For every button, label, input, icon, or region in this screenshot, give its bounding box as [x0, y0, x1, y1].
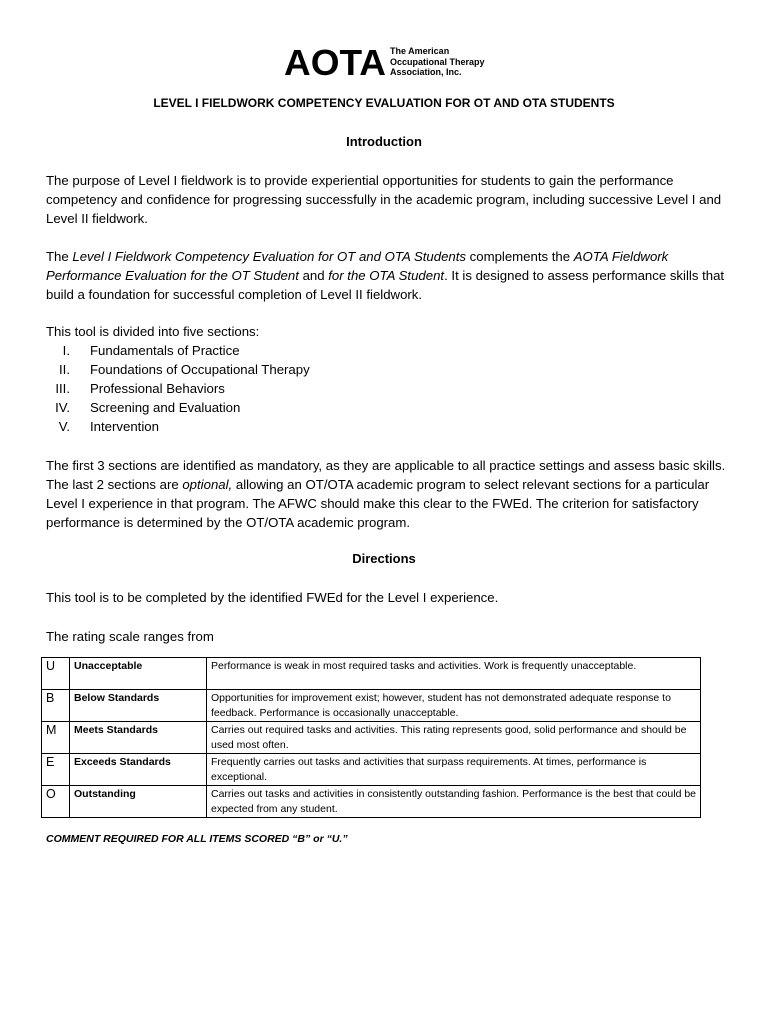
table-row [42, 786, 701, 818]
list-item-number: III. [55, 381, 70, 396]
table-row [42, 658, 701, 690]
logo-line-3: Association, Inc. [390, 67, 462, 77]
rating-name: Unacceptable [70, 658, 207, 690]
list-item-number: IV. [55, 400, 70, 415]
p2-text-1: The [46, 249, 73, 264]
list-item-label: Professional Behaviors [90, 381, 225, 396]
list-item-number: I. [62, 343, 70, 358]
rating-description: Carries out tasks and activities in consistently outstanding fashion. Performance is the best that could be expected from any student. [207, 786, 701, 818]
rating-description: Opportunities for improvement exist; however, student has not demonstrated adequate response to feedback. Performance is occasionally unacceptable. [207, 690, 701, 722]
rating-code: M [42, 722, 70, 754]
p2-text-4: . It is designed to assess performance skills that build a foundation for successful completion of Level II fieldwork. [46, 268, 725, 302]
p2-italic-3: for the OTA Student [328, 268, 445, 283]
rating-description: Carries out required tasks and activities. This rating represents good, solid performance and should be used most often. [207, 722, 701, 754]
intro-paragraph-4 [46, 456, 726, 532]
rating-description: Performance is weak in most required tasks and activities. Work is frequently unacceptable. [207, 658, 701, 690]
directions-paragraph-2: The rating scale ranges from [46, 629, 214, 644]
table-row [42, 754, 701, 786]
p4-text-1: The first 3 sections are identified as mandatory, as they are applicable to all practice settings and assess basic skills. The last 2 sections are [46, 458, 726, 492]
intro-paragraph-3: This tool is divided into five sections: [46, 324, 260, 339]
p2-text-2: complements the [466, 249, 574, 264]
logo-mark: AOTA [284, 44, 386, 78]
rating-name: Exceeds Standards [70, 754, 207, 786]
table-row [42, 690, 701, 722]
list-item-label: Intervention [90, 419, 159, 434]
aota-logo-icon [284, 44, 388, 78]
p2-italic-2: AOTA Fieldwork Performance Evaluation for the OT Student [46, 249, 669, 283]
rating-scale-table [41, 657, 701, 818]
rating-name: Outstanding [70, 786, 207, 818]
rating-code: O [42, 786, 70, 818]
comment-required-note: COMMENT REQUIRED FOR ALL ITEMS SCORED “B” or “U.” [46, 833, 348, 845]
list-item-label: Foundations of Occupational Therapy [90, 362, 310, 377]
rating-code: B [42, 690, 70, 722]
p4-text-2: allowing an OT/OTA academic program to select relevant sections for a particular Level I experience in that program. The AFWC should make this clear to the FWEd. The criterion for satisfactory performance is determined by the OT/OTA academic program. [46, 477, 710, 530]
introduction-heading: Introduction [346, 134, 422, 149]
rating-name: Below Standards [70, 690, 207, 722]
intro-paragraph-2 [46, 247, 726, 304]
list-item-number: II. [59, 362, 70, 377]
list-item-label: Fundamentals of Practice [90, 343, 240, 358]
rating-description: Frequently carries out tasks and activities that surpass requirements. At times, performance is exceptional. [207, 754, 701, 786]
rating-code: E [42, 754, 70, 786]
list-item-number: V. [58, 419, 70, 434]
p2-text-3: and [298, 268, 329, 283]
table-row [42, 722, 701, 754]
rating-code: U [42, 658, 70, 690]
intro-paragraph-1: The purpose of Level I fieldwork is to provide experiential opportunities for students to gain the performance competency and confidence for progressing successfully in the academic program, including successive Level I and Level II fieldwork. [46, 173, 722, 226]
p2-italic-1: Level I Fieldwork Competency Evaluation for OT and OTA Students [72, 249, 466, 264]
directions-paragraph-1: This tool is to be completed by the identified FWEd for the Level I experience. [46, 590, 499, 605]
list-item-label: Screening and Evaluation [90, 400, 241, 415]
logo-line-1: The American [390, 46, 450, 56]
directions-heading: Directions [352, 551, 416, 566]
page-title: LEVEL I FIELDWORK COMPETENCY EVALUATION FOR OT AND OTA STUDENTS [153, 96, 615, 110]
p4-italic-1: optional, [182, 477, 233, 492]
logo-text [390, 46, 485, 78]
rating-name: Meets Standards [70, 722, 207, 754]
aota-logo [284, 44, 494, 80]
logo-line-2: Occupational Therapy [390, 56, 485, 67]
